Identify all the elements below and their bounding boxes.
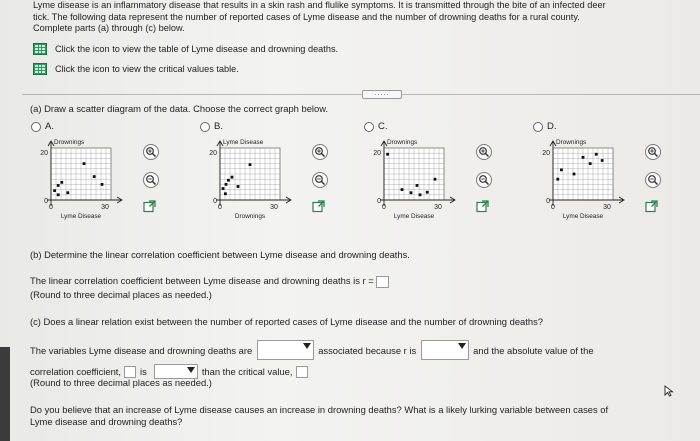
scatter-point <box>53 189 56 192</box>
external-window-icon[interactable] <box>312 200 325 215</box>
expand-button[interactable]: ..... <box>362 90 402 99</box>
part-b-statement <box>30 275 389 288</box>
scatter-plot <box>200 134 310 234</box>
scatter-point <box>410 191 413 194</box>
x-tick-label: 0 <box>49 204 53 211</box>
scatter-point <box>222 187 225 190</box>
zoom-out-icon[interactable] <box>645 172 661 188</box>
scatter-point <box>57 193 60 196</box>
external-window-icon[interactable] <box>645 200 658 215</box>
y-tick-label: 20 <box>373 150 381 157</box>
part-c-text-1: The variables Lyme disease and drowning deaths are <box>30 344 253 356</box>
scatter-point <box>93 175 96 178</box>
scatter-plot <box>533 134 643 234</box>
critical-value-input[interactable] <box>296 366 308 378</box>
scatter-point <box>386 153 389 156</box>
scatter-point <box>556 178 559 181</box>
y-tick-label: 0 <box>377 198 381 205</box>
x-tick-label: 0 <box>382 204 386 211</box>
mouse-cursor-icon <box>664 385 674 397</box>
graph-option-a[interactable] <box>31 118 191 236</box>
table-link-text[interactable]: Click the icon to view the table of Lyme disease and drowning deaths. <box>55 44 339 54</box>
scatter-point <box>224 192 227 195</box>
x-axis-title: Drownings <box>234 213 266 220</box>
screen-bezel <box>0 347 10 441</box>
graph-option-d[interactable] <box>533 118 693 236</box>
section-divider <box>22 94 700 95</box>
scatter-point <box>60 181 63 184</box>
x-tick-label: 0 <box>218 204 222 211</box>
y-tick-label: 20 <box>542 150 550 157</box>
x-tick-label: 30 <box>434 204 442 211</box>
part-c-prompt: (c) Does a linear relation exist between the number of reported cases of Lyme disease and the number of drowning deaths? <box>30 316 543 327</box>
y-tick-label: 20 <box>40 150 48 157</box>
table-link-row[interactable] <box>33 43 338 55</box>
y-axis-title: Lyme Disease <box>223 139 264 146</box>
option-radio-row[interactable] <box>533 121 557 132</box>
option-radio-row[interactable] <box>364 121 388 132</box>
external-window-icon[interactable] <box>476 200 489 215</box>
option-radio[interactable] <box>31 122 41 132</box>
scatter-point <box>582 156 585 159</box>
scatter-point <box>595 153 598 156</box>
scatter-point <box>426 191 429 194</box>
scatter-point <box>589 162 592 165</box>
x-tick-label: 30 <box>603 204 611 211</box>
part-b-statement-text: The linear correlation coefficient between Lyme disease and drowning deaths is r = <box>30 275 374 286</box>
option-label: D. <box>547 121 557 132</box>
part-c-text-5: is <box>140 366 147 377</box>
scatter-point <box>101 183 104 186</box>
caret-down-icon <box>458 343 466 349</box>
scatter-point <box>57 184 60 187</box>
option-radio[interactable] <box>364 122 374 132</box>
question-d-line-2: Lyme disease and drowning deaths? <box>30 416 183 427</box>
y-tick-label: 0 <box>213 198 217 205</box>
option-radio[interactable] <box>533 122 543 132</box>
scatter-point <box>419 193 422 196</box>
option-radio-row[interactable] <box>31 121 54 132</box>
x-tick-label: 30 <box>270 204 278 211</box>
x-tick-label: 0 <box>551 204 555 211</box>
zoom-out-icon[interactable] <box>312 172 328 188</box>
intro-line-1: Lyme disease is an inflammatory disease that results in a skin rash and flulike symptoms. It is transmitted through the bite of an infected deer <box>33 0 606 10</box>
caret-down-icon <box>187 367 195 373</box>
zoom-out-icon[interactable] <box>143 172 159 188</box>
caret-down-icon <box>303 343 311 349</box>
part-c-note: (Round to three decimal places as needed.) <box>30 377 212 388</box>
scatter-plot <box>31 134 141 234</box>
option-label: A. <box>45 121 54 132</box>
x-tick-label: 30 <box>101 204 109 211</box>
zoom-in-icon[interactable] <box>143 144 159 160</box>
graph-option-b[interactable] <box>200 118 360 236</box>
r-value-input[interactable] <box>376 276 389 288</box>
table-icon[interactable] <box>33 63 47 75</box>
scatter-point <box>227 179 230 182</box>
r-sign-dropdown[interactable] <box>421 340 469 360</box>
scatter-point <box>416 184 419 187</box>
problem-intro <box>33 0 698 35</box>
zoom-in-icon[interactable] <box>645 144 661 160</box>
scatter-point <box>401 188 404 191</box>
option-radio-row[interactable] <box>200 121 223 132</box>
x-axis-title: Lyme Disease <box>393 213 435 220</box>
part-c-line-1 <box>30 340 594 360</box>
graph-option-c[interactable] <box>364 118 524 236</box>
y-axis-title: Drownings <box>54 139 85 146</box>
y-tick-label: 0 <box>44 198 48 205</box>
option-label: B. <box>214 121 223 132</box>
scatter-point <box>83 162 86 165</box>
option-label: C. <box>378 121 388 132</box>
scatter-point <box>66 191 69 194</box>
critical-link-row[interactable] <box>33 63 239 75</box>
x-axis-title: Lyme Disease <box>60 213 102 220</box>
part-a-prompt: (a) Draw a scatter diagram of the data. Choose the correct graph below. <box>30 103 329 114</box>
part-c-text-2: associated because r is <box>318 344 417 356</box>
critical-link-text[interactable]: Click the icon to view the critical values table. <box>55 64 239 74</box>
zoom-out-icon[interactable] <box>476 172 492 188</box>
scatter-point <box>434 178 437 181</box>
scatter-plot <box>364 134 474 234</box>
abs-r-input[interactable] <box>124 366 136 378</box>
question-d-line-1: Do you believe that an increase of Lyme disease causes an increase in drowning deaths? What is a likely lurking variable between cases of <box>30 404 609 415</box>
scatter-point <box>225 183 228 186</box>
part-b-prompt: (b) Determine the linear correlation coefficient between Lyme disease and drowning deaths. <box>30 249 410 260</box>
scatter-point <box>231 176 234 179</box>
y-axis-title: Drownings <box>387 139 418 146</box>
zoom-in-icon[interactable] <box>476 144 492 160</box>
part-c-text-4: correlation coefficient, <box>30 366 122 377</box>
part-c-text-3: and the absolute value of the <box>473 344 594 356</box>
scatter-point <box>249 163 252 166</box>
table-icon[interactable] <box>33 43 47 55</box>
intro-line-2: tick. The following data represent the number of reported cases of Lyme disease and the number of drowning deaths for a rural county. <box>33 11 580 22</box>
option-radio[interactable] <box>200 122 210 132</box>
y-tick-label: 0 <box>546 198 550 205</box>
intro-line-3: Complete parts (a) through (c) below. <box>33 23 185 33</box>
scatter-point <box>573 173 576 176</box>
scatter-point <box>560 168 563 171</box>
y-axis-title: Drownings <box>556 139 587 146</box>
part-c-text-6: than the critical value, <box>201 366 293 377</box>
zoom-in-icon[interactable] <box>312 144 328 160</box>
scatter-point <box>237 185 240 188</box>
x-axis-title: Lyme Disease <box>562 213 604 220</box>
part-b-note: (Round to three decimal places as needed.) <box>30 289 212 300</box>
y-tick-label: 20 <box>209 150 217 157</box>
question-d <box>30 404 608 428</box>
association-dropdown[interactable] <box>257 340 314 360</box>
scatter-point <box>601 159 604 162</box>
external-window-icon[interactable] <box>143 200 156 215</box>
